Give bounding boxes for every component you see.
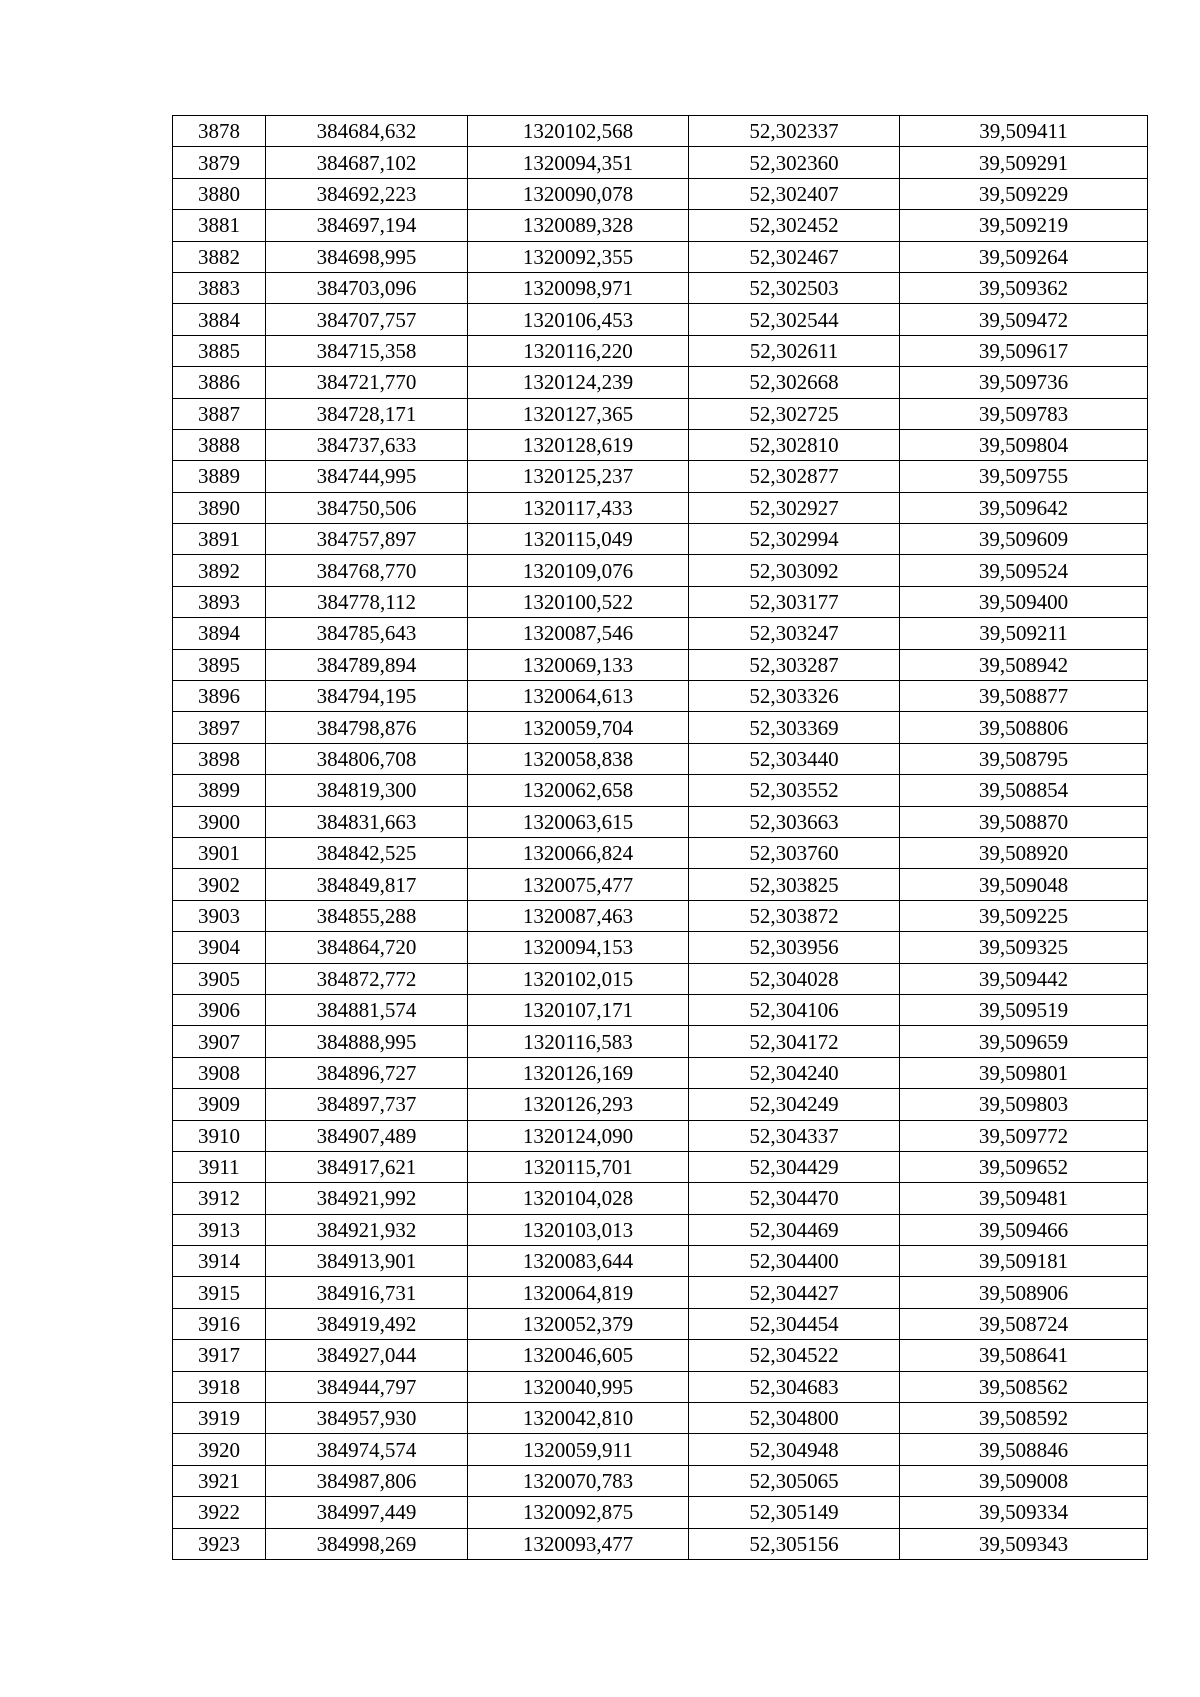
x-coordinate-cell: 384872,772 bbox=[266, 963, 468, 994]
point-number-cell: 3891 bbox=[173, 524, 266, 555]
y-coordinate-cell: 1320127,365 bbox=[468, 398, 689, 429]
y-coordinate-cell: 1320063,615 bbox=[468, 806, 689, 837]
latitude-cell: 52,304400 bbox=[689, 1246, 900, 1277]
longitude-cell: 39,509362 bbox=[900, 272, 1148, 303]
latitude-cell: 52,303326 bbox=[689, 681, 900, 712]
y-coordinate-cell: 1320116,220 bbox=[468, 335, 689, 366]
table-row bbox=[173, 1465, 1148, 1496]
table-row bbox=[173, 1057, 1148, 1088]
latitude-cell: 52,304249 bbox=[689, 1089, 900, 1120]
table-row bbox=[173, 178, 1148, 209]
point-number-cell: 3885 bbox=[173, 335, 266, 366]
longitude-cell: 39,509652 bbox=[900, 1151, 1148, 1182]
x-coordinate-cell: 384778,112 bbox=[266, 586, 468, 617]
table-row bbox=[173, 618, 1148, 649]
x-coordinate-cell: 384842,525 bbox=[266, 837, 468, 868]
longitude-cell: 39,508942 bbox=[900, 649, 1148, 680]
point-number-cell: 3907 bbox=[173, 1026, 266, 1057]
y-coordinate-cell: 1320106,453 bbox=[468, 304, 689, 335]
table-row bbox=[173, 116, 1148, 147]
table-row bbox=[173, 1089, 1148, 1120]
table-row bbox=[173, 681, 1148, 712]
latitude-cell: 52,303552 bbox=[689, 775, 900, 806]
x-coordinate-cell: 384921,992 bbox=[266, 1183, 468, 1214]
longitude-cell: 39,508854 bbox=[900, 775, 1148, 806]
table-row bbox=[173, 1246, 1148, 1277]
latitude-cell: 52,305149 bbox=[689, 1497, 900, 1528]
longitude-cell: 39,509442 bbox=[900, 963, 1148, 994]
latitude-cell: 52,304454 bbox=[689, 1308, 900, 1339]
latitude-cell: 52,304337 bbox=[689, 1120, 900, 1151]
y-coordinate-cell: 1320102,568 bbox=[468, 116, 689, 147]
point-number-cell: 3914 bbox=[173, 1246, 266, 1277]
x-coordinate-cell: 384806,708 bbox=[266, 743, 468, 774]
longitude-cell: 39,508920 bbox=[900, 837, 1148, 868]
point-number-cell: 3917 bbox=[173, 1340, 266, 1371]
longitude-cell: 39,509524 bbox=[900, 555, 1148, 586]
latitude-cell: 52,303247 bbox=[689, 618, 900, 649]
x-coordinate-cell: 384819,300 bbox=[266, 775, 468, 806]
latitude-cell: 52,303369 bbox=[689, 712, 900, 743]
x-coordinate-cell: 384921,932 bbox=[266, 1214, 468, 1245]
point-number-cell: 3921 bbox=[173, 1465, 266, 1496]
point-number-cell: 3895 bbox=[173, 649, 266, 680]
y-coordinate-cell: 1320070,783 bbox=[468, 1465, 689, 1496]
y-coordinate-cell: 1320100,522 bbox=[468, 586, 689, 617]
x-coordinate-cell: 384798,876 bbox=[266, 712, 468, 743]
latitude-cell: 52,302360 bbox=[689, 147, 900, 178]
table-row bbox=[173, 963, 1148, 994]
point-number-cell: 3897 bbox=[173, 712, 266, 743]
longitude-cell: 39,509481 bbox=[900, 1183, 1148, 1214]
x-coordinate-cell: 384750,506 bbox=[266, 492, 468, 523]
y-coordinate-cell: 1320058,838 bbox=[468, 743, 689, 774]
latitude-cell: 52,304522 bbox=[689, 1340, 900, 1371]
longitude-cell: 39,509211 bbox=[900, 618, 1148, 649]
latitude-cell: 52,304106 bbox=[689, 994, 900, 1025]
point-number-cell: 3882 bbox=[173, 241, 266, 272]
latitude-cell: 52,304028 bbox=[689, 963, 900, 994]
longitude-cell: 39,509472 bbox=[900, 304, 1148, 335]
point-number-cell: 3923 bbox=[173, 1528, 266, 1559]
x-coordinate-cell: 384919,492 bbox=[266, 1308, 468, 1339]
table-row bbox=[173, 461, 1148, 492]
table-row bbox=[173, 1183, 1148, 1214]
table-row bbox=[173, 335, 1148, 366]
x-coordinate-cell: 384703,096 bbox=[266, 272, 468, 303]
latitude-cell: 52,303956 bbox=[689, 932, 900, 963]
table-row bbox=[173, 210, 1148, 241]
latitude-cell: 52,302877 bbox=[689, 461, 900, 492]
longitude-cell: 39,509008 bbox=[900, 1465, 1148, 1496]
x-coordinate-cell: 384855,288 bbox=[266, 900, 468, 931]
table-row bbox=[173, 1403, 1148, 1434]
x-coordinate-cell: 384944,797 bbox=[266, 1371, 468, 1402]
point-number-cell: 3916 bbox=[173, 1308, 266, 1339]
y-coordinate-cell: 1320075,477 bbox=[468, 869, 689, 900]
x-coordinate-cell: 384881,574 bbox=[266, 994, 468, 1025]
point-number-cell: 3918 bbox=[173, 1371, 266, 1402]
longitude-cell: 39,509264 bbox=[900, 241, 1148, 272]
y-coordinate-cell: 1320066,824 bbox=[468, 837, 689, 868]
point-number-cell: 3896 bbox=[173, 681, 266, 712]
longitude-cell: 39,508846 bbox=[900, 1434, 1148, 1465]
point-number-cell: 3912 bbox=[173, 1183, 266, 1214]
y-coordinate-cell: 1320125,237 bbox=[468, 461, 689, 492]
longitude-cell: 39,509048 bbox=[900, 869, 1148, 900]
y-coordinate-cell: 1320092,355 bbox=[468, 241, 689, 272]
x-coordinate-cell: 384728,171 bbox=[266, 398, 468, 429]
table-row bbox=[173, 932, 1148, 963]
latitude-cell: 52,305156 bbox=[689, 1528, 900, 1559]
x-coordinate-cell: 384831,663 bbox=[266, 806, 468, 837]
y-coordinate-cell: 1320059,704 bbox=[468, 712, 689, 743]
point-number-cell: 3906 bbox=[173, 994, 266, 1025]
longitude-cell: 39,509181 bbox=[900, 1246, 1148, 1277]
point-number-cell: 3911 bbox=[173, 1151, 266, 1182]
coordinates-table-body bbox=[173, 116, 1148, 1560]
latitude-cell: 52,303663 bbox=[689, 806, 900, 837]
x-coordinate-cell: 384721,770 bbox=[266, 367, 468, 398]
latitude-cell: 52,303760 bbox=[689, 837, 900, 868]
table-row bbox=[173, 1340, 1148, 1371]
point-number-cell: 3892 bbox=[173, 555, 266, 586]
longitude-cell: 39,509617 bbox=[900, 335, 1148, 366]
y-coordinate-cell: 1320102,015 bbox=[468, 963, 689, 994]
longitude-cell: 39,509736 bbox=[900, 367, 1148, 398]
latitude-cell: 52,304427 bbox=[689, 1277, 900, 1308]
point-number-cell: 3889 bbox=[173, 461, 266, 492]
table-row bbox=[173, 712, 1148, 743]
longitude-cell: 39,508906 bbox=[900, 1277, 1148, 1308]
x-coordinate-cell: 384896,727 bbox=[266, 1057, 468, 1088]
y-coordinate-cell: 1320087,546 bbox=[468, 618, 689, 649]
latitude-cell: 52,303092 bbox=[689, 555, 900, 586]
point-number-cell: 3904 bbox=[173, 932, 266, 963]
point-number-cell: 3910 bbox=[173, 1120, 266, 1151]
y-coordinate-cell: 1320098,971 bbox=[468, 272, 689, 303]
longitude-cell: 39,508870 bbox=[900, 806, 1148, 837]
point-number-cell: 3886 bbox=[173, 367, 266, 398]
y-coordinate-cell: 1320124,239 bbox=[468, 367, 689, 398]
y-coordinate-cell: 1320040,995 bbox=[468, 1371, 689, 1402]
table-row bbox=[173, 1026, 1148, 1057]
longitude-cell: 39,509783 bbox=[900, 398, 1148, 429]
y-coordinate-cell: 1320124,090 bbox=[468, 1120, 689, 1151]
latitude-cell: 52,302611 bbox=[689, 335, 900, 366]
y-coordinate-cell: 1320092,875 bbox=[468, 1497, 689, 1528]
latitude-cell: 52,304240 bbox=[689, 1057, 900, 1088]
latitude-cell: 52,302407 bbox=[689, 178, 900, 209]
longitude-cell: 39,509343 bbox=[900, 1528, 1148, 1559]
point-number-cell: 3898 bbox=[173, 743, 266, 774]
y-coordinate-cell: 1320117,433 bbox=[468, 492, 689, 523]
x-coordinate-cell: 384692,223 bbox=[266, 178, 468, 209]
latitude-cell: 52,303177 bbox=[689, 586, 900, 617]
x-coordinate-cell: 384715,358 bbox=[266, 335, 468, 366]
point-number-cell: 3893 bbox=[173, 586, 266, 617]
latitude-cell: 52,304470 bbox=[689, 1183, 900, 1214]
point-number-cell: 3915 bbox=[173, 1277, 266, 1308]
y-coordinate-cell: 1320090,078 bbox=[468, 178, 689, 209]
x-coordinate-cell: 384974,574 bbox=[266, 1434, 468, 1465]
point-number-cell: 3883 bbox=[173, 272, 266, 303]
y-coordinate-cell: 1320107,171 bbox=[468, 994, 689, 1025]
latitude-cell: 52,304800 bbox=[689, 1403, 900, 1434]
longitude-cell: 39,509229 bbox=[900, 178, 1148, 209]
table-row bbox=[173, 492, 1148, 523]
x-coordinate-cell: 384794,195 bbox=[266, 681, 468, 712]
latitude-cell: 52,303440 bbox=[689, 743, 900, 774]
x-coordinate-cell: 384698,995 bbox=[266, 241, 468, 272]
x-coordinate-cell: 384997,449 bbox=[266, 1497, 468, 1528]
table-row bbox=[173, 1277, 1148, 1308]
point-number-cell: 3903 bbox=[173, 900, 266, 931]
point-number-cell: 3887 bbox=[173, 398, 266, 429]
x-coordinate-cell: 384888,995 bbox=[266, 1026, 468, 1057]
point-number-cell: 3920 bbox=[173, 1434, 266, 1465]
table-row bbox=[173, 272, 1148, 303]
latitude-cell: 52,303872 bbox=[689, 900, 900, 931]
longitude-cell: 39,508562 bbox=[900, 1371, 1148, 1402]
latitude-cell: 52,305065 bbox=[689, 1465, 900, 1496]
table-row bbox=[173, 1308, 1148, 1339]
longitude-cell: 39,508641 bbox=[900, 1340, 1148, 1371]
point-number-cell: 3878 bbox=[173, 116, 266, 147]
y-coordinate-cell: 1320046,605 bbox=[468, 1340, 689, 1371]
point-number-cell: 3900 bbox=[173, 806, 266, 837]
point-number-cell: 3919 bbox=[173, 1403, 266, 1434]
longitude-cell: 39,509755 bbox=[900, 461, 1148, 492]
longitude-cell: 39,509411 bbox=[900, 116, 1148, 147]
point-number-cell: 3909 bbox=[173, 1089, 266, 1120]
longitude-cell: 39,509225 bbox=[900, 900, 1148, 931]
longitude-cell: 39,509219 bbox=[900, 210, 1148, 241]
latitude-cell: 52,302725 bbox=[689, 398, 900, 429]
longitude-cell: 39,508724 bbox=[900, 1308, 1148, 1339]
point-number-cell: 3881 bbox=[173, 210, 266, 241]
longitude-cell: 39,509659 bbox=[900, 1026, 1148, 1057]
coordinates-table bbox=[172, 115, 1148, 1560]
y-coordinate-cell: 1320103,013 bbox=[468, 1214, 689, 1245]
table-row bbox=[173, 555, 1148, 586]
longitude-cell: 39,509804 bbox=[900, 429, 1148, 460]
point-number-cell: 3908 bbox=[173, 1057, 266, 1088]
point-number-cell: 3890 bbox=[173, 492, 266, 523]
x-coordinate-cell: 384785,643 bbox=[266, 618, 468, 649]
table-row bbox=[173, 367, 1148, 398]
y-coordinate-cell: 1320059,911 bbox=[468, 1434, 689, 1465]
longitude-cell: 39,509334 bbox=[900, 1497, 1148, 1528]
y-coordinate-cell: 1320115,049 bbox=[468, 524, 689, 555]
point-number-cell: 3902 bbox=[173, 869, 266, 900]
table-row bbox=[173, 900, 1148, 931]
latitude-cell: 52,302810 bbox=[689, 429, 900, 460]
y-coordinate-cell: 1320115,701 bbox=[468, 1151, 689, 1182]
x-coordinate-cell: 384927,044 bbox=[266, 1340, 468, 1371]
y-coordinate-cell: 1320083,644 bbox=[468, 1246, 689, 1277]
x-coordinate-cell: 384998,269 bbox=[266, 1528, 468, 1559]
x-coordinate-cell: 384697,194 bbox=[266, 210, 468, 241]
table-row bbox=[173, 775, 1148, 806]
x-coordinate-cell: 384916,731 bbox=[266, 1277, 468, 1308]
longitude-cell: 39,509466 bbox=[900, 1214, 1148, 1245]
latitude-cell: 52,303287 bbox=[689, 649, 900, 680]
table-row bbox=[173, 586, 1148, 617]
longitude-cell: 39,509400 bbox=[900, 586, 1148, 617]
latitude-cell: 52,303825 bbox=[689, 869, 900, 900]
point-number-cell: 3905 bbox=[173, 963, 266, 994]
x-coordinate-cell: 384849,817 bbox=[266, 869, 468, 900]
latitude-cell: 52,302668 bbox=[689, 367, 900, 398]
longitude-cell: 39,509291 bbox=[900, 147, 1148, 178]
longitude-cell: 39,509801 bbox=[900, 1057, 1148, 1088]
y-coordinate-cell: 1320109,076 bbox=[468, 555, 689, 586]
latitude-cell: 52,302544 bbox=[689, 304, 900, 335]
table-row bbox=[173, 1214, 1148, 1245]
latitude-cell: 52,302927 bbox=[689, 492, 900, 523]
x-coordinate-cell: 384737,633 bbox=[266, 429, 468, 460]
y-coordinate-cell: 1320104,028 bbox=[468, 1183, 689, 1214]
y-coordinate-cell: 1320089,328 bbox=[468, 210, 689, 241]
x-coordinate-cell: 384907,489 bbox=[266, 1120, 468, 1151]
latitude-cell: 52,304683 bbox=[689, 1371, 900, 1402]
table-row bbox=[173, 869, 1148, 900]
y-coordinate-cell: 1320087,463 bbox=[468, 900, 689, 931]
table-row bbox=[173, 398, 1148, 429]
x-coordinate-cell: 384744,995 bbox=[266, 461, 468, 492]
y-coordinate-cell: 1320126,293 bbox=[468, 1089, 689, 1120]
table-row bbox=[173, 1528, 1148, 1559]
table-row bbox=[173, 1371, 1148, 1402]
longitude-cell: 39,508592 bbox=[900, 1403, 1148, 1434]
x-coordinate-cell: 384684,632 bbox=[266, 116, 468, 147]
y-coordinate-cell: 1320094,153 bbox=[468, 932, 689, 963]
table-row bbox=[173, 304, 1148, 335]
latitude-cell: 52,304429 bbox=[689, 1151, 900, 1182]
y-coordinate-cell: 1320064,819 bbox=[468, 1277, 689, 1308]
longitude-cell: 39,509609 bbox=[900, 524, 1148, 555]
longitude-cell: 39,508877 bbox=[900, 681, 1148, 712]
table-row bbox=[173, 429, 1148, 460]
x-coordinate-cell: 384864,720 bbox=[266, 932, 468, 963]
table-row bbox=[173, 994, 1148, 1025]
point-number-cell: 3922 bbox=[173, 1497, 266, 1528]
y-coordinate-cell: 1320116,583 bbox=[468, 1026, 689, 1057]
longitude-cell: 39,509325 bbox=[900, 932, 1148, 963]
table-row bbox=[173, 837, 1148, 868]
latitude-cell: 52,304172 bbox=[689, 1026, 900, 1057]
point-number-cell: 3894 bbox=[173, 618, 266, 649]
y-coordinate-cell: 1320093,477 bbox=[468, 1528, 689, 1559]
latitude-cell: 52,302337 bbox=[689, 116, 900, 147]
x-coordinate-cell: 384707,757 bbox=[266, 304, 468, 335]
x-coordinate-cell: 384957,930 bbox=[266, 1403, 468, 1434]
y-coordinate-cell: 1320128,619 bbox=[468, 429, 689, 460]
point-number-cell: 3901 bbox=[173, 837, 266, 868]
x-coordinate-cell: 384913,901 bbox=[266, 1246, 468, 1277]
table-row bbox=[173, 1120, 1148, 1151]
y-coordinate-cell: 1320052,379 bbox=[468, 1308, 689, 1339]
table-row bbox=[173, 1151, 1148, 1182]
point-number-cell: 3888 bbox=[173, 429, 266, 460]
x-coordinate-cell: 384917,621 bbox=[266, 1151, 468, 1182]
table-row bbox=[173, 147, 1148, 178]
table-row bbox=[173, 649, 1148, 680]
table-row bbox=[173, 1497, 1148, 1528]
x-coordinate-cell: 384987,806 bbox=[266, 1465, 468, 1496]
latitude-cell: 52,304469 bbox=[689, 1214, 900, 1245]
table-row bbox=[173, 806, 1148, 837]
table-row bbox=[173, 241, 1148, 272]
x-coordinate-cell: 384757,897 bbox=[266, 524, 468, 555]
y-coordinate-cell: 1320064,613 bbox=[468, 681, 689, 712]
longitude-cell: 39,508795 bbox=[900, 743, 1148, 774]
point-number-cell: 3884 bbox=[173, 304, 266, 335]
x-coordinate-cell: 384768,770 bbox=[266, 555, 468, 586]
latitude-cell: 52,302503 bbox=[689, 272, 900, 303]
point-number-cell: 3899 bbox=[173, 775, 266, 806]
point-number-cell: 3880 bbox=[173, 178, 266, 209]
y-coordinate-cell: 1320126,169 bbox=[468, 1057, 689, 1088]
table-row bbox=[173, 743, 1148, 774]
table-row bbox=[173, 1434, 1148, 1465]
latitude-cell: 52,302452 bbox=[689, 210, 900, 241]
longitude-cell: 39,508806 bbox=[900, 712, 1148, 743]
longitude-cell: 39,509772 bbox=[900, 1120, 1148, 1151]
latitude-cell: 52,302994 bbox=[689, 524, 900, 555]
latitude-cell: 52,304948 bbox=[689, 1434, 900, 1465]
y-coordinate-cell: 1320069,133 bbox=[468, 649, 689, 680]
point-number-cell: 3879 bbox=[173, 147, 266, 178]
point-number-cell: 3913 bbox=[173, 1214, 266, 1245]
table-row bbox=[173, 524, 1148, 555]
y-coordinate-cell: 1320062,658 bbox=[468, 775, 689, 806]
x-coordinate-cell: 384897,737 bbox=[266, 1089, 468, 1120]
y-coordinate-cell: 1320094,351 bbox=[468, 147, 689, 178]
longitude-cell: 39,509642 bbox=[900, 492, 1148, 523]
longitude-cell: 39,509519 bbox=[900, 994, 1148, 1025]
y-coordinate-cell: 1320042,810 bbox=[468, 1403, 689, 1434]
x-coordinate-cell: 384687,102 bbox=[266, 147, 468, 178]
longitude-cell: 39,509803 bbox=[900, 1089, 1148, 1120]
latitude-cell: 52,302467 bbox=[689, 241, 900, 272]
x-coordinate-cell: 384789,894 bbox=[266, 649, 468, 680]
